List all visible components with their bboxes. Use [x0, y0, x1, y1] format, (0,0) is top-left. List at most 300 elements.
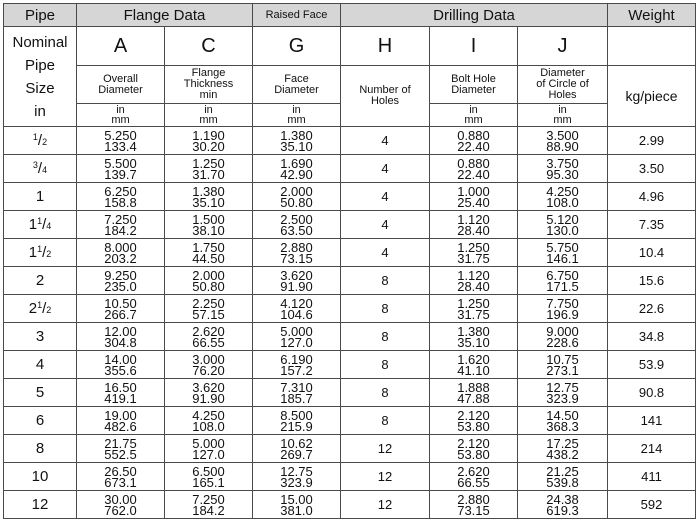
column-letter-g: G [253, 27, 341, 66]
pipe-size-cell [4, 323, 77, 351]
bolt-hole-diameter-cell [430, 323, 518, 351]
value-in: 7.250 [104, 211, 137, 227]
value-in: 15.00 [280, 491, 313, 507]
desc-line: Face [284, 72, 309, 85]
value-in: 2.620 [457, 463, 490, 479]
bolt-hole-diameter-cell [430, 463, 518, 491]
overall-diameter-header [77, 66, 165, 104]
value-mm: 88.90 [546, 138, 579, 154]
bolt-hole-diameter-cell [430, 127, 518, 155]
table-row [4, 127, 696, 155]
bolt-circle-diameter-cell [518, 323, 608, 351]
flange-thickness-cell [165, 379, 253, 407]
weight-cell: 592 [608, 491, 696, 519]
desc-line: Bolt Hole [451, 72, 496, 85]
flange-thickness-cell [165, 351, 253, 379]
size-numerator: 1 [32, 132, 38, 142]
table-row [4, 267, 696, 295]
value-in: 12.75 [546, 379, 579, 395]
bolt-hole-diameter-cell [430, 239, 518, 267]
value-mm: 215.9 [280, 418, 313, 434]
value-mm: 235.0 [104, 278, 137, 294]
weight-cell: 53.9 [608, 351, 696, 379]
bolt-circle-diameter-cell [518, 491, 608, 519]
value-mm: 203.2 [104, 250, 137, 266]
fraction-slash: / [37, 132, 43, 149]
value-in: 4.120 [280, 295, 313, 311]
value-mm: 66.55 [192, 334, 225, 350]
flange-dimensions-table-container [3, 3, 696, 519]
flange-thickness-cell [165, 183, 253, 211]
value-mm: 269.7 [280, 446, 313, 462]
value-in: 1.120 [457, 267, 490, 283]
bolt-hole-diameter-cell [430, 435, 518, 463]
size-whole: 5 [35, 384, 45, 401]
nps-line: Pipe [24, 56, 56, 74]
value-mm: 31.75 [457, 250, 490, 266]
size-whole: 12 [31, 496, 49, 513]
value-mm: 108.0 [192, 418, 225, 434]
size-numerator: 1 [37, 216, 43, 226]
size-whole: 1 [28, 244, 38, 261]
size-denominator: 4 [42, 165, 48, 175]
value-mm: 31.75 [457, 306, 490, 322]
bolt-circle-diameter-cell [518, 463, 608, 491]
number-of-holes-header [341, 66, 430, 127]
overall-diameter-cell [77, 267, 165, 295]
value-in: 1.888 [457, 379, 490, 395]
value-in: 8.000 [104, 239, 137, 255]
value-mm: 184.2 [192, 502, 225, 518]
flange-thickness-cell [165, 267, 253, 295]
value-mm: 228.6 [546, 334, 579, 350]
value-in: 9.250 [104, 267, 137, 283]
table-row [4, 435, 696, 463]
value-mm: 53.80 [457, 446, 490, 462]
value-mm: 158.8 [104, 194, 137, 210]
nominal-pipe-size-header [4, 27, 77, 127]
desc-line: Holes [370, 95, 400, 107]
flange-thickness-cell [165, 211, 253, 239]
value-mm: 127.0 [192, 446, 225, 462]
pipe-size-cell [4, 183, 77, 211]
unit-header-j [518, 104, 608, 127]
value-in: 1.500 [192, 211, 225, 227]
value-mm: 171.5 [546, 278, 579, 294]
bolt-circle-diameter-cell [518, 267, 608, 295]
table-body [4, 127, 696, 519]
number-of-holes-cell: 8 [341, 407, 430, 435]
value-mm: 108.0 [546, 194, 579, 210]
value-mm: 22.40 [457, 166, 490, 182]
face-diameter-cell [253, 463, 341, 491]
value-mm: 304.8 [104, 334, 137, 350]
desc-line: Diameter [98, 83, 143, 96]
value-in: 5.000 [280, 323, 313, 339]
fraction-slash: / [42, 244, 47, 261]
face-diameter-cell [253, 155, 341, 183]
size-numerator: 1 [37, 300, 43, 310]
size-numerator: 1 [37, 244, 43, 254]
value-in: 6.500 [192, 463, 225, 479]
value-in: 1.380 [280, 127, 313, 143]
value-in: 24.38 [546, 491, 579, 507]
bolt-hole-diameter-cell [430, 379, 518, 407]
value-in: 1.380 [457, 323, 490, 339]
weight-cell: 22.6 [608, 295, 696, 323]
bolt-hole-diameter-cell [430, 351, 518, 379]
value-mm: 139.7 [104, 166, 137, 182]
value-mm: 50.80 [280, 194, 313, 210]
value-mm: 53.80 [457, 418, 490, 434]
value-mm: 57.15 [192, 306, 225, 322]
value-mm: 44.50 [192, 250, 225, 266]
weight-cell: 2.99 [608, 127, 696, 155]
flange-thickness-header [165, 66, 253, 104]
value-mm: 66.55 [457, 474, 490, 490]
value-in: 1.190 [192, 127, 225, 143]
value-in: 14.00 [104, 351, 137, 367]
value-in: 14.50 [546, 407, 579, 423]
face-diameter-cell [253, 491, 341, 519]
weight-cell: 90.8 [608, 379, 696, 407]
value-mm: 22.40 [457, 138, 490, 154]
value-mm: 266.7 [104, 306, 137, 322]
value-mm: 31.70 [192, 166, 225, 182]
value-in: 2.120 [457, 435, 490, 451]
value-mm: 368.3 [546, 418, 579, 434]
value-mm: 146.1 [546, 250, 579, 266]
value-mm: 63.50 [280, 222, 313, 238]
bolt-circle-diameter-cell [518, 127, 608, 155]
value-in: 2.880 [457, 491, 490, 507]
weight-cell: 141 [608, 407, 696, 435]
overall-diameter-cell [77, 239, 165, 267]
weight-cell: 214 [608, 435, 696, 463]
weight-unit-header: kg/piece [608, 66, 696, 127]
value-in: 30.00 [104, 491, 137, 507]
value-mm: 95.30 [546, 166, 579, 182]
size-whole: 2 [35, 272, 45, 289]
number-of-holes-cell: 8 [341, 267, 430, 295]
number-of-holes-cell: 4 [341, 127, 430, 155]
unit-mm: mm [553, 114, 572, 126]
bolt-hole-diameter-cell [430, 155, 518, 183]
size-whole: 1 [35, 188, 45, 205]
overall-diameter-cell [77, 295, 165, 323]
value-mm: 165.1 [192, 474, 225, 490]
unit-mm: mm [199, 114, 218, 126]
pipe-size-cell [4, 435, 77, 463]
value-in: 3.500 [546, 127, 579, 143]
value-mm: 619.3 [546, 502, 579, 518]
value-in: 1.690 [280, 155, 313, 171]
value-mm: 73.15 [280, 250, 313, 266]
size-whole: 4 [35, 356, 45, 373]
flange-thickness-cell [165, 127, 253, 155]
bolt-hole-diameter-cell [430, 491, 518, 519]
bolt-hole-diameter-cell [430, 183, 518, 211]
value-in: 5.120 [546, 211, 579, 227]
column-letter-i: I [430, 27, 518, 66]
table-row [4, 183, 696, 211]
value-in: 0.880 [457, 155, 490, 171]
value-in: 7.310 [280, 379, 313, 395]
bolt-circle-diameter-cell [518, 407, 608, 435]
pipe-size-cell [4, 211, 77, 239]
value-in: 2.000 [280, 183, 313, 199]
overall-diameter-cell [77, 127, 165, 155]
value-mm: 381.0 [280, 502, 313, 518]
size-numerator: 3 [32, 160, 38, 170]
fraction-slash: / [37, 160, 43, 177]
value-mm: 35.10 [280, 138, 313, 154]
value-in: 10.62 [280, 435, 313, 451]
value-in: 6.250 [104, 183, 137, 199]
value-in: 1.120 [457, 211, 490, 227]
column-letter-c: C [165, 27, 253, 66]
value-mm: 196.9 [546, 306, 579, 322]
size-whole: 6 [35, 412, 45, 429]
value-in: 1.250 [192, 155, 225, 171]
value-in: 5.250 [104, 127, 137, 143]
value-mm: 273.1 [546, 362, 579, 378]
unit-mm: mm [464, 114, 483, 126]
value-in: 10.75 [546, 351, 579, 367]
table-row [4, 239, 696, 267]
value-in: 5.000 [192, 435, 225, 451]
number-of-holes-cell: 12 [341, 491, 430, 519]
number-of-holes-cell: 12 [341, 463, 430, 491]
bolt-circle-diameter-cell [518, 351, 608, 379]
value-mm: 355.6 [104, 362, 137, 378]
size-denominator: 4 [46, 221, 52, 231]
nps-line: Size [25, 79, 55, 97]
face-diameter-cell [253, 323, 341, 351]
value-mm: 47.88 [457, 390, 490, 406]
value-mm: 552.5 [104, 446, 137, 462]
value-in: 6.190 [280, 351, 313, 367]
bolt-circle-diameter-cell [518, 295, 608, 323]
table-row [4, 211, 696, 239]
overall-diameter-cell [77, 435, 165, 463]
unit-in: in [292, 104, 301, 116]
value-mm: 762.0 [104, 502, 137, 518]
value-in: 17.25 [546, 435, 579, 451]
value-mm: 323.9 [546, 390, 579, 406]
pipe-size-cell [4, 127, 77, 155]
face-diameter-cell [253, 407, 341, 435]
weight-cell: 34.8 [608, 323, 696, 351]
value-mm: 323.9 [280, 474, 313, 490]
value-in: 1.380 [192, 183, 225, 199]
value-in: 2.620 [192, 323, 225, 339]
bolt-hole-diameter-cell [430, 211, 518, 239]
overall-diameter-cell [77, 323, 165, 351]
table-row [4, 323, 696, 351]
value-in: 0.880 [457, 127, 490, 143]
number-of-holes-cell: 4 [341, 211, 430, 239]
flange-data-group-header: Flange Data [77, 4, 253, 27]
value-in: 4.250 [192, 407, 225, 423]
bolt-circle-diameter-cell [518, 183, 608, 211]
value-in: 7.250 [192, 491, 225, 507]
face-diameter-cell [253, 183, 341, 211]
weight-cell: 10.4 [608, 239, 696, 267]
unit-header-a [77, 104, 165, 127]
table-row [4, 407, 696, 435]
value-in: 2.880 [280, 239, 313, 255]
overall-diameter-cell [77, 379, 165, 407]
bolt-hole-diameter-cell [430, 295, 518, 323]
table-row [4, 155, 696, 183]
pipe-size-cell [4, 463, 77, 491]
value-in: 5.750 [546, 239, 579, 255]
size-denominator: 2 [46, 249, 52, 259]
unit-in: in [469, 104, 478, 116]
value-in: 3.620 [192, 379, 225, 395]
unit-in: in [558, 104, 567, 116]
overall-diameter-cell [77, 155, 165, 183]
value-mm: 157.2 [280, 362, 313, 378]
value-in: 2.120 [457, 407, 490, 423]
value-mm: 28.40 [457, 278, 490, 294]
table-header [4, 4, 696, 127]
overall-diameter-cell [77, 407, 165, 435]
nps-line: Nominal [12, 33, 68, 51]
value-in: 21.25 [546, 463, 579, 479]
flange-thickness-cell [165, 239, 253, 267]
column-letter-a: A [77, 27, 165, 66]
unit-mm: mm [111, 114, 130, 126]
face-diameter-header [253, 66, 341, 104]
desc-line: Diameter [274, 83, 319, 96]
pipe-group-header: Pipe [4, 4, 77, 27]
value-mm: 184.2 [104, 222, 137, 238]
pipe-size-cell [4, 351, 77, 379]
value-in: 9.000 [546, 323, 579, 339]
unit-header-i [430, 104, 518, 127]
column-letter-h: H [341, 27, 430, 66]
value-mm: 38.10 [192, 222, 225, 238]
value-mm: 185.7 [280, 390, 313, 406]
pipe-size-cell [4, 407, 77, 435]
flange-dimensions-table [3, 3, 696, 519]
desc-line: Flange [191, 67, 226, 79]
table-row [4, 463, 696, 491]
value-in: 7.750 [546, 295, 579, 311]
flange-thickness-cell [165, 491, 253, 519]
value-mm: 91.90 [192, 390, 225, 406]
overall-diameter-cell [77, 463, 165, 491]
value-in: 2.500 [280, 211, 313, 227]
pipe-size-cell [4, 491, 77, 519]
value-in: 10.50 [104, 295, 137, 311]
bolt-circle-diameter-cell [518, 211, 608, 239]
value-in: 1.750 [192, 239, 225, 255]
table-row [4, 379, 696, 407]
face-diameter-cell [253, 351, 341, 379]
face-diameter-cell [253, 435, 341, 463]
value-in: 1.250 [457, 239, 490, 255]
value-mm: 41.10 [457, 362, 490, 378]
number-of-holes-cell: 8 [341, 351, 430, 379]
flange-thickness-cell [165, 295, 253, 323]
bolt-hole-diameter-cell [430, 407, 518, 435]
description-header-row [4, 66, 696, 104]
value-in: 19.00 [104, 407, 137, 423]
value-mm: 133.4 [104, 138, 137, 154]
size-whole: 3 [35, 328, 45, 345]
raised-face-group-header: Raised Face [253, 4, 341, 27]
overall-diameter-cell [77, 183, 165, 211]
flange-thickness-cell [165, 323, 253, 351]
unit-header-g [253, 104, 341, 127]
overall-diameter-cell [77, 211, 165, 239]
size-denominator: 2 [42, 137, 48, 147]
value-in: 8.500 [280, 407, 313, 423]
value-in: 3.620 [280, 267, 313, 283]
overall-diameter-cell [77, 491, 165, 519]
value-mm: 35.10 [192, 194, 225, 210]
value-in: 2.000 [192, 267, 225, 283]
flange-thickness-cell [165, 463, 253, 491]
size-whole: 10 [31, 468, 49, 485]
overall-diameter-cell [77, 351, 165, 379]
size-whole: 8 [35, 440, 45, 457]
bolt-circle-diameter-cell [518, 155, 608, 183]
pipe-size-cell [4, 239, 77, 267]
drilling-data-group-header: Drilling Data [341, 4, 608, 27]
value-in: 5.500 [104, 155, 137, 171]
letter-header-row [4, 27, 696, 66]
value-in: 6.750 [546, 267, 579, 283]
value-mm: 419.1 [104, 390, 137, 406]
value-in: 3.750 [546, 155, 579, 171]
face-diameter-cell [253, 295, 341, 323]
desc-line: Holes [548, 89, 577, 101]
weight-cell: 411 [608, 463, 696, 491]
face-diameter-cell [253, 267, 341, 295]
pipe-size-cell [4, 155, 77, 183]
value-mm: 91.90 [280, 278, 313, 294]
bolt-hole-diameter-cell [430, 267, 518, 295]
desc-line: Thickness [183, 78, 234, 90]
number-of-holes-cell: 4 [341, 239, 430, 267]
desc-line: min [199, 89, 218, 101]
desc-line: Diameter [540, 67, 585, 79]
value-in: 4.250 [546, 183, 579, 199]
pipe-size-cell [4, 267, 77, 295]
nps-line: in [34, 102, 46, 120]
desc-line: Diameter [451, 83, 496, 96]
value-in: 1.250 [457, 295, 490, 311]
table-row [4, 491, 696, 519]
weight-cell: 4.96 [608, 183, 696, 211]
weight-cell: 3.50 [608, 155, 696, 183]
face-diameter-cell [253, 127, 341, 155]
face-diameter-cell [253, 379, 341, 407]
unit-mm: mm [287, 114, 306, 126]
bolt-circle-diameter-header [518, 66, 608, 104]
face-diameter-cell [253, 239, 341, 267]
value-in: 26.50 [104, 463, 137, 479]
value-in: 1.620 [457, 351, 490, 367]
weight-letter-blank [608, 27, 696, 66]
value-mm: 130.0 [546, 222, 579, 238]
value-mm: 73.15 [457, 502, 490, 518]
flange-thickness-cell [165, 155, 253, 183]
